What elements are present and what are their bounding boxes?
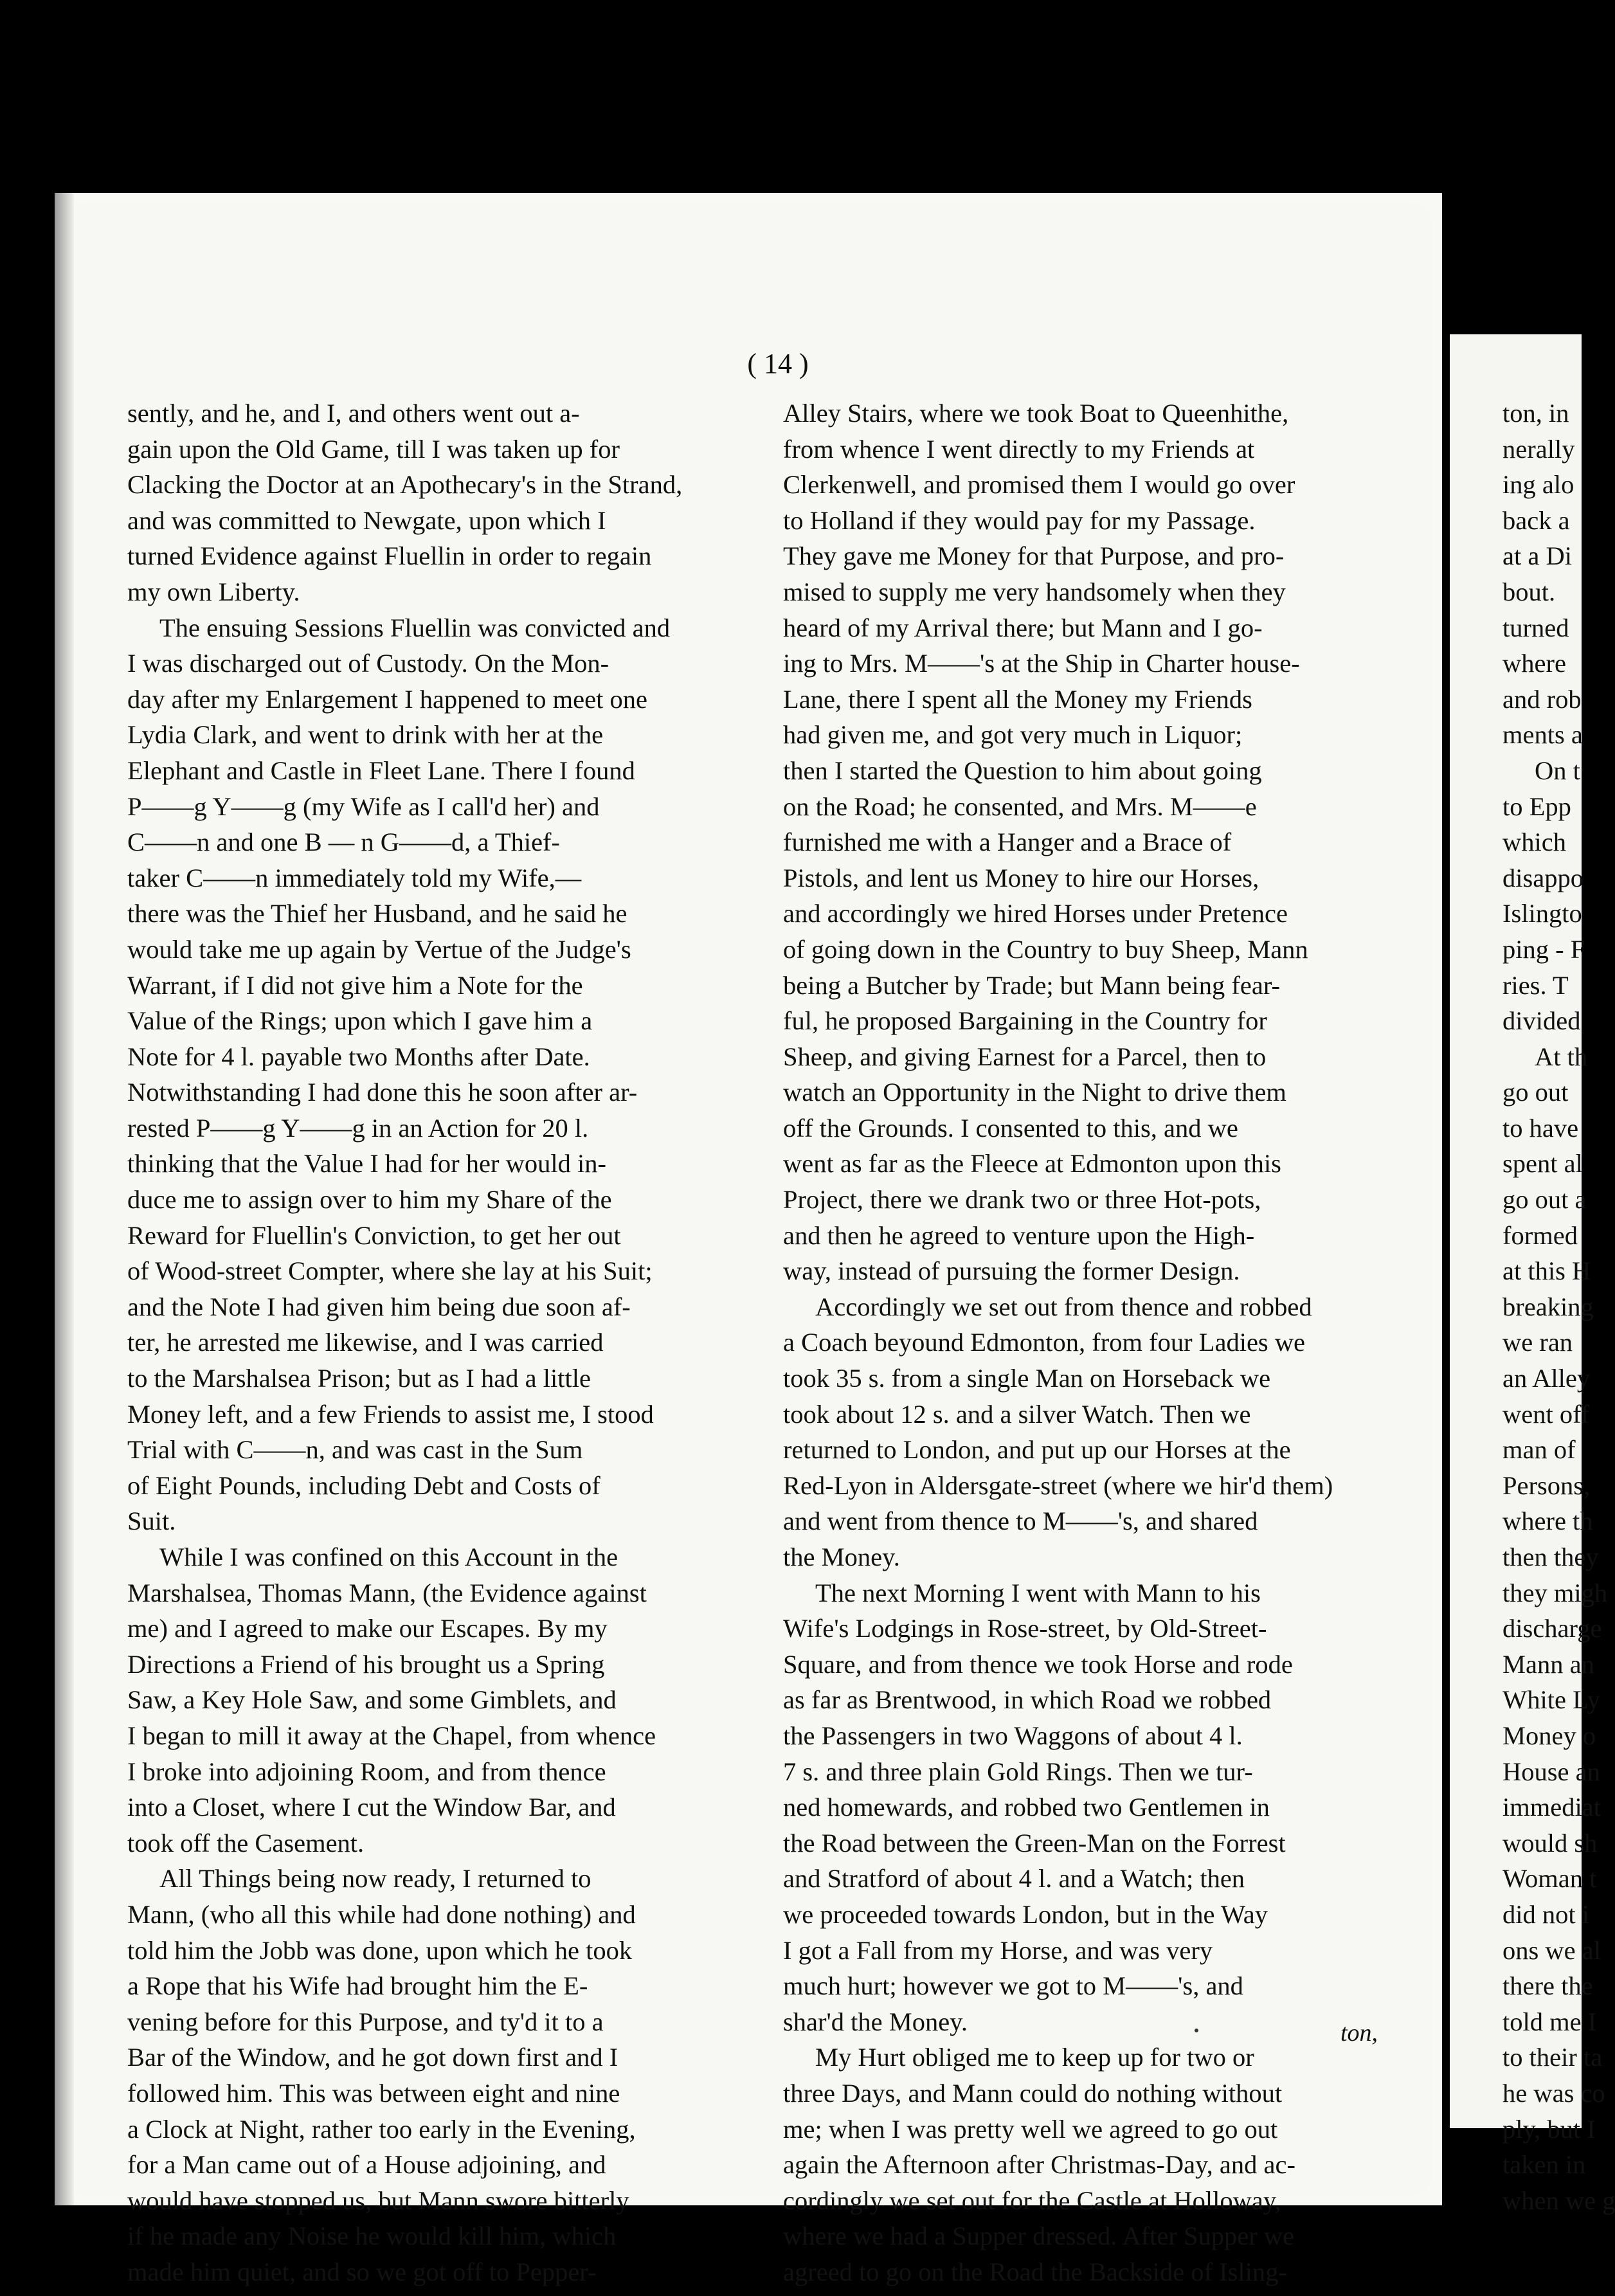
text-line: took off the Casement. [127,1828,365,1858]
text-line: they migh [1502,1578,1608,1607]
text-line: gain upon the Old Game, till I was taken up for [127,434,620,464]
text-line: All Things being now ready, I returned to [159,1864,591,1894]
text-line: Marshalsea, Thomas Mann, (the Evidence against [127,1578,647,1607]
text-line: to Holland if they would pay for my Passage. [783,505,1256,535]
text-line: the Passengers in two Waggons of about 4 l. [783,1721,1243,1750]
text-line: and went from thence to M——'s, and shared [783,1506,1258,1536]
text-line: on the Road; he consented, and Mrs. M——e [783,791,1257,821]
text-line: went off [1502,1399,1590,1429]
text-line: duce me to assign over to him my Share of the [127,1185,612,1215]
text-line: where [1502,649,1566,678]
page-number: ( 14 ) [747,348,809,379]
text-line: vening before for this Purpose, and ty'd it to a [127,2007,604,2036]
text-line: at a Di [1502,541,1572,571]
text-line: Money o [1502,1721,1596,1750]
text-line: ply, but I [1502,2114,1596,2144]
text-line: then they [1502,1542,1599,1571]
text-line: told me I [1502,2007,1597,2036]
middle-text-column [783,395,1400,2290]
text-line: into a Closet, where I cut the Window Bar, and [127,1793,616,1822]
text-line: go out a [1502,1185,1587,1215]
text-line: back a [1502,505,1570,535]
text-line: of going down in the Country to buy Sheep, Mann [783,934,1308,964]
text-line: C——n and one B — n G——d, a Thief- [127,827,561,857]
facing-page-text-column [1502,395,1615,2218]
text-line: ing alo [1502,470,1574,500]
text-line: Saw, a Key Hole Saw, and some Gimblets, and [127,1685,617,1715]
text-line: Persons, [1502,1470,1591,1500]
text-line: Directions a Friend of his brought us a Spring [127,1649,605,1679]
text-line: cordingly we set out for the Castle at Holloway, [783,2185,1281,2215]
text-line: taken in [1502,2150,1586,2180]
text-line: at this H [1502,1256,1591,1286]
text-line: made him quiet, and so we got off to Pepper- [127,2257,597,2286]
text-line: there the [1502,1971,1593,2001]
text-line: Square, and from thence we took Horse and rode [783,1649,1293,1679]
text-line: where we had a Supper dressed. After Supper we [783,2221,1295,2251]
text-line: which [1502,827,1566,857]
text-line: then I started the Question to him about going [783,755,1262,785]
text-line: did not i [1502,1899,1590,1929]
text-line: he was co [1502,2078,1605,2108]
text-line: returned to London, and put up our Horses at the [783,1435,1291,1465]
text-line: would sh [1502,1828,1598,1858]
text-line: would take me up again by Vertue of the Judge's [127,934,631,964]
text-line: furnished me with a Hanger and a Brace of [783,827,1232,857]
text-line: White Ly [1502,1685,1600,1715]
text-line: Trial with C——n, and was cast in the Sum [127,1435,583,1465]
text-line: Project, there we drank two or three Hot-pots, [783,1185,1261,1215]
text-line: when we g [1502,2185,1615,2215]
text-line: to have [1502,1113,1579,1143]
text-line: Mann an [1502,1649,1594,1679]
text-line: much hurt; however we got to M——'s, and [783,1971,1243,2001]
text-line: where th [1502,1506,1593,1536]
text-line: told him the Jobb was done, upon which he took [127,1935,633,1965]
text-line: Sheep, and giving Earnest for a Parcel, then to [783,1042,1267,1071]
text-line: turned [1502,613,1569,642]
text-line: heard of my Arrival there; but Mann and I go- [783,613,1263,642]
text-line: 7 s. and three plain Gold Rings. Then we tur- [783,1757,1253,1786]
text-line: go out [1502,1078,1569,1107]
text-line: ping - F [1502,934,1585,964]
text-line: had given me, and got very much in Liquor; [783,720,1243,750]
text-line: divided [1502,1006,1581,1036]
text-line: took about 12 s. and a silver Watch. Then we [783,1399,1251,1429]
text-line: Bar of the Window, and he got down first and I [127,2043,618,2072]
text-line: turned Evidence against Fluellin in order to regain [127,541,652,571]
text-line: being a Butcher by Trade; but Mann being fear- [783,970,1281,1000]
text-line: to Epp [1502,791,1571,821]
catchword: ton, [1340,2020,1378,2047]
text-line: The ensuing Sessions Fluellin was convicted and [159,613,671,642]
text-line: I began to mill it away at the Chapel, from whence [127,1721,656,1750]
text-line: nerally [1502,434,1575,464]
text-line: formed [1502,1220,1578,1250]
text-line: off the Grounds. I consented to this, and we [783,1113,1238,1143]
text-line: Suit. [127,1506,176,1536]
text-line: Islingto [1502,899,1582,928]
text-line: a Coach beyound Edmonton, from four Ladies we [783,1328,1306,1357]
text-line: sently, and he, and I, and others went out a- [127,399,580,428]
text-line: ries. T [1502,970,1569,1000]
text-line: Notwithstanding I had done this he soon after ar- [127,1078,638,1107]
text-line: Woman t [1502,1864,1597,1894]
text-line: me; when I was pretty well we agreed to go out [783,2114,1278,2144]
text-line: thinking that the Value I had for her would in- [127,1149,606,1179]
text-line: took 35 s. from a single Man on Horseback we [783,1364,1271,1393]
text-line: shar'd the Money. [783,2007,968,2036]
text-line: and Stratford of about 4 l. and a Watch; then [783,1864,1245,1894]
text-line: a Rope that his Wife had brought him the E- [127,1971,588,2001]
text-line: as far as Brentwood, in which Road we robbed [783,1685,1272,1715]
text-line: Alley Stairs, where we took Boat to Queenhithe, [783,399,1289,428]
text-line: Mann, (who all this while had done nothing) and [127,1899,636,1929]
text-line: and was committed to Newgate, upon which I [127,505,606,535]
text-line: the Money. [783,1542,900,1571]
text-line: again the Afternoon after Christmas-Day, and ac- [783,2150,1295,2180]
text-line: ments a [1502,720,1583,750]
text-line: At th [1535,1042,1588,1071]
text-line: Lane, there I spent all the Money my Friends [783,684,1252,714]
text-line: to the Marshalsea Prison; but as I had a little [127,1364,591,1393]
text-line: Clerkenwell, and promised them I would go over [783,470,1295,500]
text-line: Wife's Lodgings in Rose-street, by Old-Street- [783,1614,1267,1643]
text-line: I got a Fall from my Horse, and was very [783,1935,1213,1965]
text-line: we ran [1502,1328,1573,1357]
printer-mark [1195,2029,1198,2032]
text-line: Lydia Clark, and went to drink with her at the [127,720,604,750]
text-line: Clacking the Doctor at an Apothecary's in the Strand, [127,470,683,500]
text-line: ton, in [1502,399,1569,428]
text-line: of Eight Pounds, including Debt and Costs of [127,1470,600,1500]
text-line: Value of the Rings; upon which I gave him a [127,1006,593,1036]
text-line: spent al [1502,1149,1583,1179]
text-line: three Days, and Mann could do nothing without [783,2078,1283,2108]
text-line: The next Morning I went with Mann to his [815,1578,1261,1607]
text-line: watch an Opportunity in the Night to drive them [783,1078,1286,1107]
text-line: followed him. This was between eight and nine [127,2078,620,2108]
text-line: They gave me Money for that Purpose, and pro- [783,541,1285,571]
text-line: rested P——g Y——g in an Action for 20 l. [127,1113,589,1143]
text-line: there was the Thief her Husband, and he said he [127,899,627,928]
text-line: for a Man came out of a House adjoining, and [127,2150,606,2180]
text-line: ing to Mrs. M——'s at the Ship in Charter house- [783,649,1300,678]
text-line: from whence I went directly to my Friends at [783,434,1255,464]
text-line: I was discharged out of Custody. On the Mon- [127,649,609,678]
text-line: immediat [1502,1793,1601,1822]
text-line: way, instead of pursuing the former Design. [783,1256,1240,1286]
text-line: P——g Y——g (my Wife as I call'd her) and [127,791,600,821]
text-line: would have stopped us, but Mann swore bitterly [127,2185,629,2215]
text-line: Red-Lyon in Aldersgate-street (where we hir'd them) [783,1470,1333,1500]
text-line: went as far as the Fleece at Edmonton upon this [783,1149,1281,1179]
text-line: breaking [1502,1292,1594,1321]
left-text-column [127,395,744,2290]
text-line: Reward for Fluellin's Conviction, to get her out [127,1220,621,1250]
text-line: disappo [1502,863,1583,892]
text-line: me) and I agreed to make our Escapes. By my [127,1614,608,1643]
text-line: a Clock at Night, rather too early in the Evening, [127,2114,636,2144]
text-line: ter, he arrested me likewise, and I was carried [127,1328,604,1357]
text-line: ons we al [1502,1935,1601,1965]
text-line: Note for 4 l. payable two Months after Date. [127,1042,590,1071]
text-line: my own Liberty. [127,577,300,606]
text-line: My Hurt obliged me to keep up for two or [815,2043,1254,2072]
text-line: I broke into adjoining Room, and from thence [127,1757,606,1786]
text-line: Warrant, if I did not give him a Note for the [127,970,583,1000]
text-line: we proceeded towards London, but in the Way [783,1899,1268,1929]
text-line: On t [1535,755,1580,785]
text-line: and the Note I had given him being due soon af- [127,1292,631,1321]
text-line: bout. [1502,577,1556,606]
text-line: of Wood-street Compter, where she lay at his Suit; [127,1256,653,1286]
text-line: Elephant and Castle in Fleet Lane. There I found [127,755,635,785]
text-line: Accordingly we set out from thence and robbed [815,1292,1312,1321]
text-line: taker C——n immediately told my Wife,— [127,863,582,892]
text-line: and then he agreed to venture upon the High- [783,1220,1255,1250]
text-line: Pistols, and lent us Money to hire our Horses, [783,863,1259,892]
text-line: ful, he proposed Bargaining in the Country for [783,1006,1267,1036]
text-line: and rob [1502,684,1582,714]
text-line: the Road between the Green-Man on the Forrest [783,1828,1286,1858]
text-line: if he made any Noise he would kill him, which [127,2221,617,2251]
page-gutter-shadow [55,193,74,2205]
text-line: mised to supply me very handsomely when they [783,577,1286,606]
text-line: discharge [1502,1614,1602,1643]
text-line: an Alley [1502,1364,1591,1393]
text-line: to their ta [1502,2043,1603,2072]
text-line: man of [1502,1435,1576,1465]
text-line: and accordingly we hired Horses under Pretence [783,899,1288,928]
text-line: day after my Enlargement I happened to meet one [127,684,647,714]
text-line: ned homewards, and robbed two Gentlemen in [783,1793,1270,1822]
text-line: agreed to go on the Road the Backside of Isling- [783,2257,1287,2286]
text-line: While I was confined on this Account in the [159,1542,618,1571]
text-line: Money left, and a few Friends to assist me, I stood [127,1399,654,1429]
text-line: House an [1502,1757,1600,1786]
